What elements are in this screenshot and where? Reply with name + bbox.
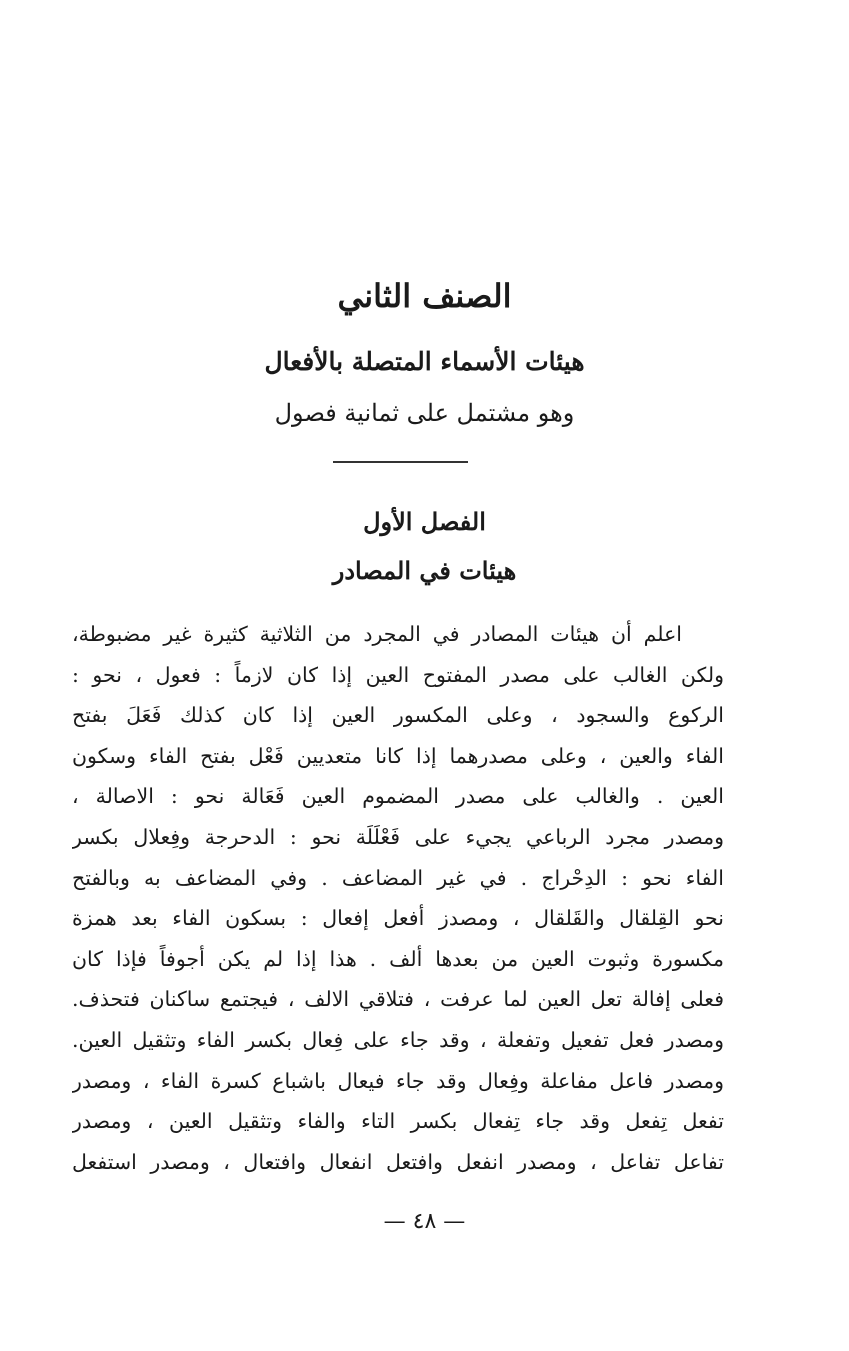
body-line: ومصدر مجرد الرباعي يجيء على فَعْلَلَة نحو : الدحرجة وفِعلال بكسر — [72, 824, 724, 849]
body-line: مكسورة وثبوت العين من بعدها ألف . هذا إذا لم يكن أجوفاً فإذا كان — [72, 946, 724, 971]
body-line: نحو القِلقال والقَلقال ، ومصدز أفعل إفعال : بسكون الفاء بعد همزة — [72, 906, 724, 931]
section-title: الصنف الثاني — [337, 277, 512, 315]
body-line: ومصدر فاعل مفاعلة وفِعال وقد جاء فيعال باشباع كسرة الفاء ، ومصدر — [72, 1068, 724, 1093]
body-paragraph — [72, 614, 724, 1182]
section-divider — [333, 461, 468, 463]
body-line: الفاء نحو : الدِحْراج . في غير المضاعف . وفي المضاعف به وبالفتح — [72, 865, 724, 890]
body-line: العين . والغالب على مصدر المضموم العين فَعَالة نحو : الاصالة ، — [72, 784, 724, 809]
body-line: اعلم أن هيئات المصادر في المجرد من الثلاثية كثيرة غير مضبوطة، — [72, 622, 682, 646]
body-line: تفاعل تفاعل ، ومصدر انفعل وافتعل انفعال وافتعال ، ومصدر استفعل — [72, 1149, 724, 1174]
body-line: ولكن الغالب على مصدر المفتوح العين إذا كان لازماً : فعول ، نحو : — [72, 662, 724, 687]
body-line: الركوع والسجود ، وعلى المكسور العين إذا كان كذلك فَعَلَ بفتح — [72, 703, 724, 728]
section-subtitle: هيئات الأسماء المتصلة بالأفعال — [264, 347, 585, 376]
chapter-subtitle: هيئات في المصادر — [332, 556, 517, 585]
body-line: ومصدر فعل تفعيل وتفعلة ، وقد جاء على فِعال بكسر الفاء وتثقيل العين. — [72, 1027, 724, 1052]
section-description: وهو مشتمل على ثمانية فصول — [274, 399, 575, 427]
body-line: الفاء والعين ، وعلى مصدرهما إذا كانا متعديين فَعْل بفتح الفاء وسكون — [72, 743, 724, 768]
body-line: فعلى إفالة تعل العين لما عرفت ، فتلاقي الالف ، فيجتمع ساكنان فتحذف. — [72, 987, 724, 1012]
body-line: تفعل تِفعل وقد جاء تِفعال بكسر التاء والفاء وتثقيل العين ، ومصدر — [72, 1109, 724, 1134]
chapter-title: الفصل الأول — [363, 507, 486, 536]
page-number: — ٤٨ — — [383, 1209, 466, 1234]
